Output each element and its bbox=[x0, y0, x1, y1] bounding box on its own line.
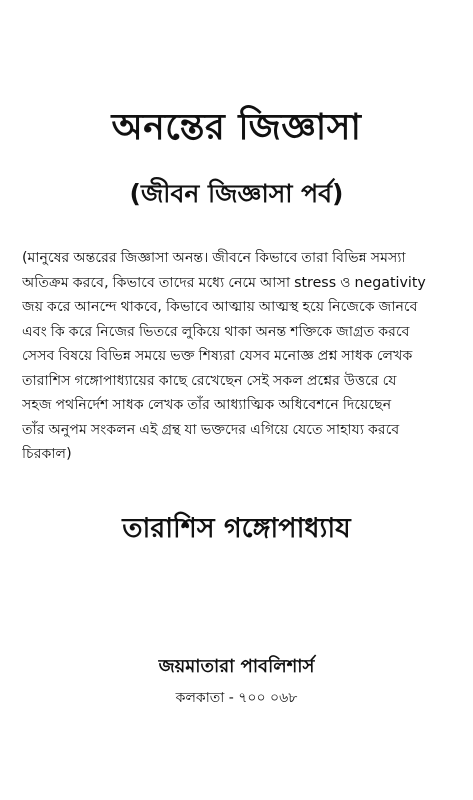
author-name: তারাশিস গঙ্গোপাধ্যায bbox=[122, 513, 351, 544]
book-title: অনন্তের জিজ্ঞাসা bbox=[111, 107, 362, 148]
description-line: সেসব বিষয়ে বিভিন্ন সময়ে ভক্ত শিষ্যরা যেসব মনোজ্ঞ প্রশ্ন সাধক লেখক bbox=[22, 348, 413, 364]
description-line: তারাশিস গঙ্গোপাধ্যায়ের কাছে রেখেছেন সেই সকল প্রশ্নের উত্তরে যে bbox=[22, 372, 397, 389]
book-subtitle: (জীবন জিজ্ঞাসা পর্ব) bbox=[129, 179, 344, 208]
description-line: অতিক্রম করবে, কিভাবে তাদের মধ্যে নেমে আসা stress ও negativity bbox=[22, 274, 426, 291]
description-line: এবং কি করে নিজের ভিতরে লুকিয়ে থাকা অনন্ত শক্তিকে জাগ্রত করবে bbox=[22, 323, 410, 340]
description-line: চিরকাল) bbox=[22, 446, 72, 462]
description-line: সহজ পথনির্দেশ সাধক লেখক তাঁর আধ্যাত্মিক অধিবেশনে দিয়েছেন bbox=[22, 397, 392, 413]
description-line: জয় করে আনন্দে থাকবে, কিভাবে আত্মায় আত্মস্থ হয়ে নিজেকে জানবে bbox=[22, 299, 418, 315]
description-line: তাঁর অনুপম সংকলন এই গ্রন্থ যা ভক্তদের এগিয়ে যেতে সাহায্য করবে bbox=[22, 421, 400, 438]
book-description bbox=[22, 246, 454, 467]
publisher-city: কলকাতা - ৭০০ ০৬৮ bbox=[175, 690, 298, 706]
publisher-name: জয়মাতারা পাবলিশার্স bbox=[158, 656, 315, 677]
description-line: (মানুষের অন্তরের জিজ্ঞাসা অনন্ত। জীবনে কিভাবে তারা বিভিন্ন সমস্যা bbox=[22, 250, 406, 266]
